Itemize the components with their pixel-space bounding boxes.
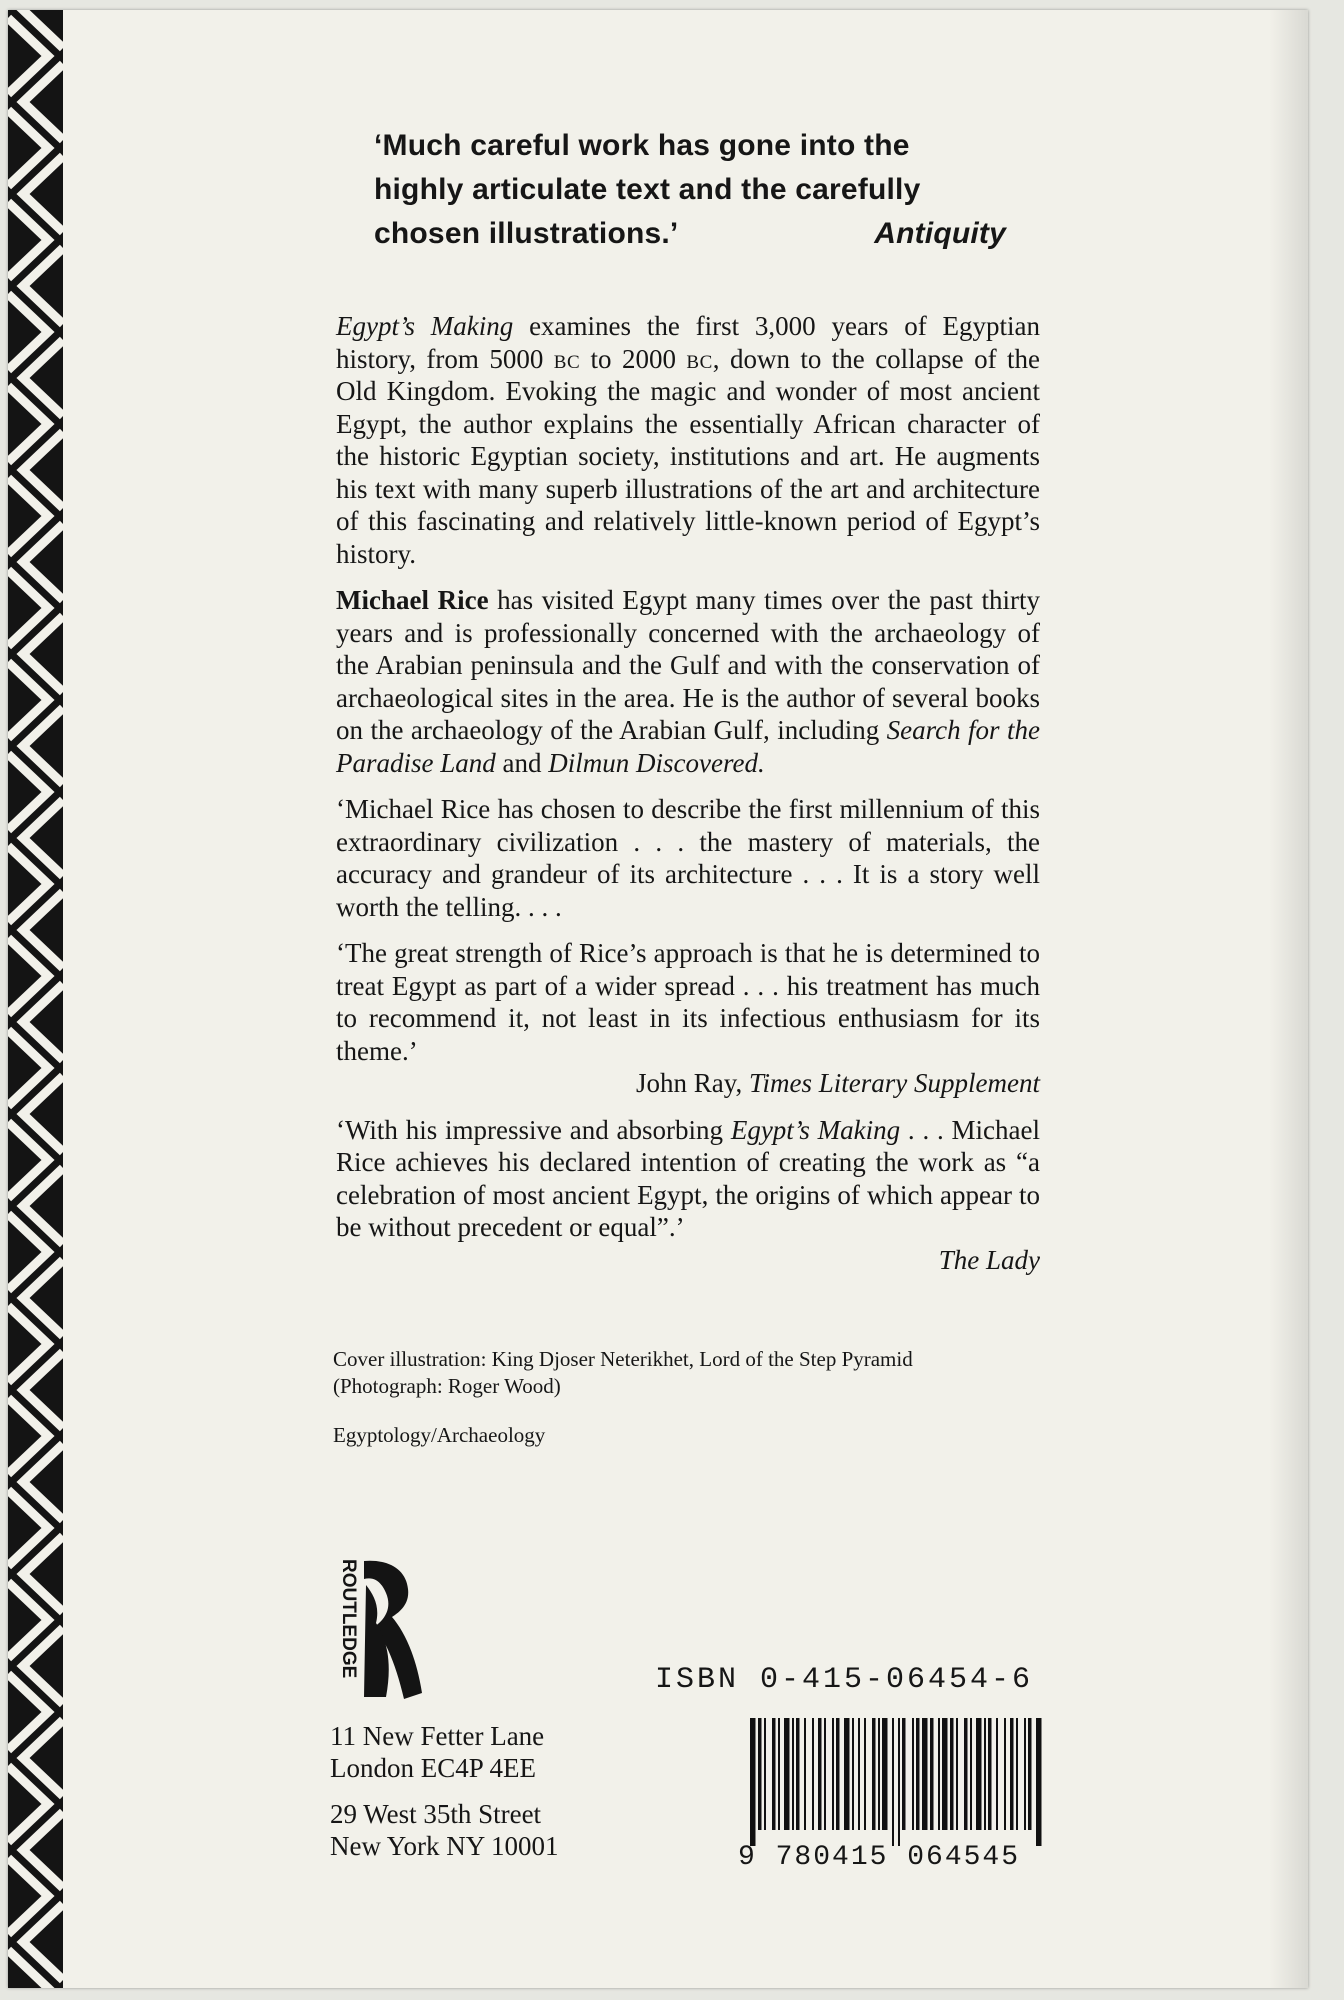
book-title: Search for the Paradise Land: [336, 715, 1040, 778]
barcode-bar: [984, 1718, 986, 1830]
barcode-bar: [818, 1718, 822, 1830]
barcode-bar: [804, 1718, 806, 1830]
barcode-bar: [878, 1718, 880, 1830]
barcode-bar: [902, 1718, 906, 1830]
barcode-bar: [864, 1718, 866, 1830]
cover-credit-line-2: (Photograph: Roger Wood): [333, 1374, 561, 1398]
barcode-bar: [930, 1718, 934, 1830]
publisher-address-london: [330, 1720, 544, 1784]
barcode-bar: [882, 1718, 888, 1830]
barcode-bar: [956, 1718, 958, 1830]
barcode-bar: [898, 1718, 900, 1846]
barcode-bar: [970, 1718, 972, 1830]
barcode-bar: [976, 1718, 982, 1830]
barcode-bar: [1036, 1718, 1042, 1846]
barcode-number: 9 780415 064545: [738, 1842, 1021, 1873]
address-line: 11 New Fetter Lane: [330, 1721, 545, 1751]
category-label: Egyptology/Archaeology: [333, 1423, 546, 1447]
author-bio-text: has visited Egypt many times over the past thirty years and is professionally concerned with the archaeology of the Arabian peninsula and the Gulf and with the conservation of archaeological sites in the area. He is the author of several books on the archaeology of the Arabian Gulf, including: [336, 585, 1040, 745]
barcode-bar: [988, 1718, 992, 1830]
barcode-bar: [812, 1718, 814, 1830]
barcode-bar: [832, 1718, 834, 1830]
review-author: John Ray,: [636, 1068, 749, 1098]
review-3-text-a: ‘With his impressive and absorbing: [336, 1114, 731, 1145]
book-title: Dilmun Discovered.: [548, 747, 765, 778]
book-title: Egypt’s Making: [730, 1114, 901, 1145]
barcode: [750, 1718, 1042, 1846]
quote-line-2: highly articulate text and the carefully: [374, 173, 921, 206]
barcode-bar: [872, 1718, 876, 1830]
barcode-bar: [844, 1718, 850, 1830]
era-label: bc: [686, 343, 713, 374]
barcode-bar: [1024, 1718, 1026, 1830]
barcode-bar: [784, 1718, 790, 1830]
barcode-bar: [912, 1718, 914, 1830]
routledge-logo: [330, 1555, 430, 1710]
book-title: Egypt’s Making: [336, 311, 514, 341]
review-3-attribution: [336, 1244, 1040, 1277]
review-publication: Times Literary Supplement: [749, 1068, 1040, 1098]
barcode-bar: [796, 1718, 800, 1830]
address-line: London EC4P 4EE: [330, 1753, 536, 1783]
cover-credit-line-1: Cover illustration: King Djoser Neterikhet, Lord of the Step Pyramid: [333, 1347, 913, 1371]
barcode-bar: [778, 1718, 780, 1830]
barcode-bar: [750, 1718, 756, 1846]
review-2-attribution: [336, 1067, 1040, 1100]
barcode-bar: [922, 1718, 928, 1830]
review-2-text: ‘The great strength of Rice’s approach is that he is determined to treat Egypt as part of a wider spread . . . his treatment has much to recommend it, not least in its infectious enthusiasm for its theme.’: [336, 938, 1040, 1066]
barcode-bar: [1016, 1718, 1018, 1830]
description-text-c: , down to the collapse of the Old Kingdom. Evoking the magic and wonder of most ancient Egypt, the author explains the essentially African character of the historic Egyptian society, institutions and art. He augments his text with many superb illustrations of the art and architecture of this fascinating and relatively little-known period of Egypt’s history.: [336, 343, 1040, 569]
description-paragraph: [336, 310, 1040, 570]
barcode-bar: [858, 1718, 860, 1830]
barcode-bar: [1010, 1718, 1014, 1830]
routledge-logo-mark: [330, 1555, 430, 1705]
barcode-bar: [824, 1718, 826, 1830]
cover-credit: [333, 1346, 913, 1400]
barcode-bar: [938, 1718, 940, 1830]
quote-source: Antiquity: [874, 217, 1006, 250]
decorative-border-band: [8, 10, 63, 1988]
barcode-bar: [852, 1718, 854, 1830]
description-text-a: examines the first 3,000 years of Egyptian history, from 5000: [336, 311, 1040, 374]
barcode-bar: [772, 1718, 776, 1830]
address-line: New York NY 10001: [330, 1831, 559, 1861]
barcode-bar: [964, 1718, 968, 1830]
barcode-bar: [758, 1718, 762, 1830]
description-text-b: to 2000: [580, 343, 687, 374]
cover-right-edge: [1270, 10, 1308, 1988]
barcode-bar: [916, 1718, 920, 1830]
zigzag-pattern: [8, 10, 63, 1988]
author-bio-and: and: [495, 747, 549, 778]
publisher-name: ROUTLEDGE: [338, 1559, 359, 1679]
barcode-bar: [764, 1718, 766, 1830]
barcode-bar: [836, 1718, 840, 1830]
address-line: 29 West 35th Street: [330, 1799, 542, 1829]
era-label: bc: [553, 343, 581, 374]
author-name: Michael Rice: [336, 585, 489, 615]
barcode-bar: [950, 1718, 954, 1830]
review-source: The Lady: [938, 1244, 1040, 1275]
barcode-bar: [942, 1718, 948, 1830]
author-bio-paragraph: [336, 584, 1040, 779]
review-paragraph-3: [336, 1114, 1040, 1244]
review-paragraph-1: ‘Michael Rice has chosen to describe the first millennium of this extraordinary civilization . . . the mastery of materials, the accuracy and grandeur of its architecture . . . It is a story well worth the telling. . . .: [336, 794, 1040, 922]
publisher-address-newyork: [330, 1798, 559, 1862]
isbn-label: ISBN 0-415-06454-6: [655, 1663, 1034, 1697]
barcode-bar: [892, 1718, 894, 1846]
quote-line-1: ‘Much careful work has gone into the: [374, 129, 910, 162]
barcode-bar: [1004, 1718, 1006, 1830]
header-quote: [374, 124, 1006, 256]
review-paragraph-2: [336, 937, 1040, 1067]
blurb-text: [336, 310, 1040, 1290]
barcode-bar: [792, 1718, 794, 1830]
barcode-bar: [996, 1718, 998, 1830]
barcode-bar: [1028, 1718, 1032, 1830]
review-3-text-b: . . . Michael Rice achieves his declared intention of creating the work as “a celebration of most ancient Egypt, the origins of which appear to be without precedent or equal”.’: [336, 1114, 1040, 1242]
quote-line-3: chosen illustrations.’: [374, 217, 679, 250]
